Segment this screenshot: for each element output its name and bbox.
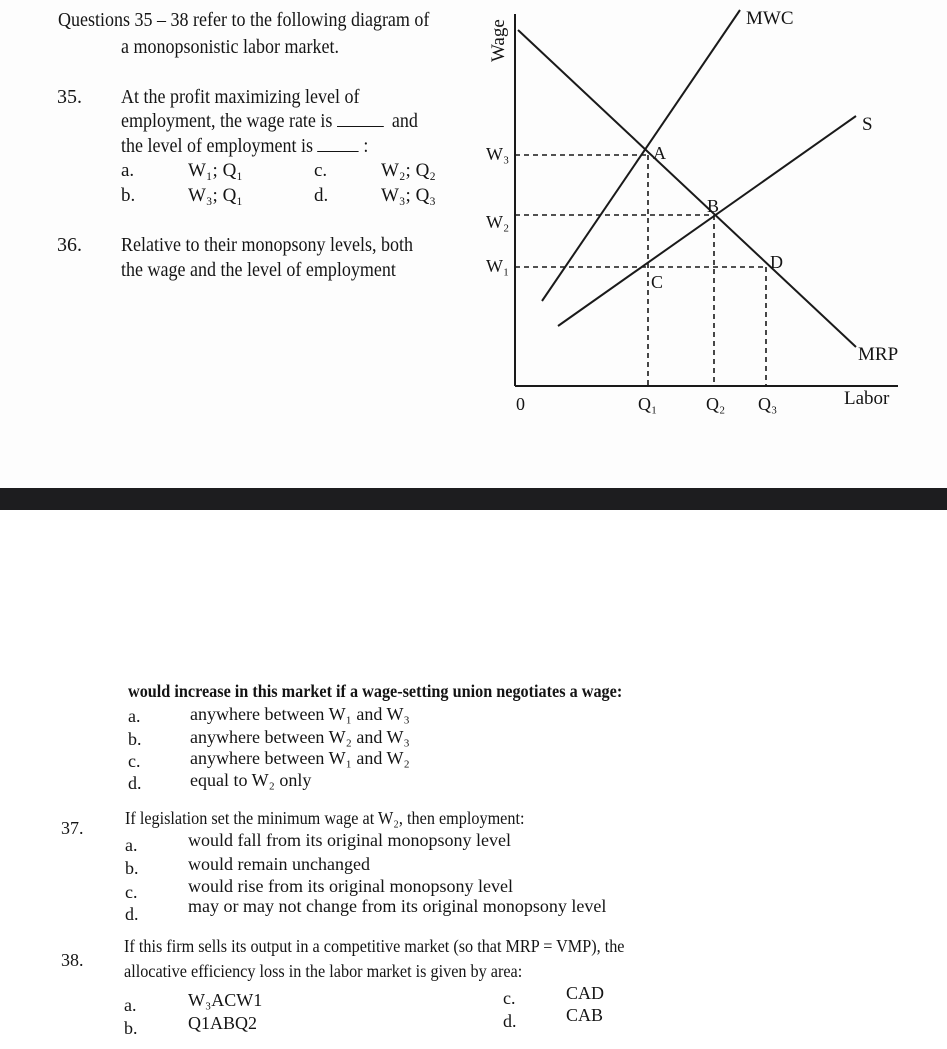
- question-35-line-2: [121, 110, 418, 133]
- question-38-line-1: If this firm sells its output in a competitive market (so that MRP = VMP), the: [124, 936, 625, 956]
- question-number: 36.: [57, 234, 82, 256]
- option-letter: d.: [128, 773, 142, 793]
- question-36-line-2: the wage and the level of employment: [121, 259, 396, 281]
- option-letter: d.: [503, 1011, 517, 1031]
- option-text: may or may not change from its original monopsony level: [188, 896, 607, 916]
- mrp-curve: [518, 30, 856, 347]
- option-text: CAB: [566, 1005, 604, 1025]
- question-35-line-2-text: employment, the wage rate is: [121, 110, 333, 132]
- point-c-label: C: [651, 272, 664, 292]
- supply-label: S: [862, 114, 873, 135]
- option-letter: a.: [125, 835, 138, 855]
- question-36-continuation: would increase in this market if a wage-setting union negotiates a wage:: [128, 681, 623, 701]
- question-35-line-3: [121, 135, 368, 158]
- option-text: anywhere between W₁ and W₂: [190, 748, 410, 768]
- question-35-colon: :: [363, 135, 369, 157]
- option-letter: d.: [314, 185, 329, 206]
- option-letter: a.: [128, 706, 141, 726]
- option-letter: c.: [314, 160, 328, 181]
- option-letter: b.: [125, 858, 139, 878]
- q3-label: Q₃: [758, 394, 778, 414]
- monopsony-diagram: [478, 0, 938, 420]
- question-number: 38.: [61, 950, 84, 970]
- option-text: W₂; Q₂: [381, 160, 436, 181]
- option-text: W₃; Q₁: [188, 185, 243, 206]
- option-text: Q1ABQ2: [188, 1013, 258, 1033]
- q1-label: Q₁: [638, 394, 658, 414]
- option-text: anywhere between W₁ and W₃: [190, 704, 410, 724]
- y-axis-label: Wage: [488, 19, 509, 62]
- option-letter: c.: [128, 751, 141, 771]
- option-text: would rise from its original monopsony level: [188, 876, 513, 896]
- question-number: 35.: [57, 86, 82, 108]
- option-text: W₃; Q₃: [381, 185, 436, 206]
- q2-label: Q₂: [706, 394, 726, 414]
- supply-curve: [558, 116, 856, 326]
- option-letter: c.: [503, 988, 516, 1008]
- option-letter: b.: [128, 729, 142, 749]
- option-text: anywhere between W₂ and W₃: [190, 727, 410, 747]
- intro-line-2: a monopsonistic labor market.: [121, 36, 339, 58]
- origin-label: 0: [516, 394, 525, 414]
- question-36-line-1: Relative to their monopsony levels, both: [121, 234, 413, 256]
- answer-blank: [317, 151, 358, 152]
- option-letter: a.: [124, 995, 137, 1015]
- option-text: CAD: [566, 983, 605, 1003]
- question-number: 37.: [61, 818, 84, 838]
- option-text: would remain unchanged: [188, 854, 370, 874]
- point-a-label: A: [653, 143, 666, 163]
- w3-label: W₃: [486, 144, 510, 164]
- question-38-line-2: allocative efficiency loss in the labor market is given by area:: [124, 961, 523, 981]
- answer-blank: [337, 126, 384, 127]
- point-d-label: D: [770, 252, 783, 272]
- option-letter: c.: [125, 882, 138, 902]
- question-35-line-3-text: the level of employment is: [121, 135, 313, 157]
- question-37-line-1: If legislation set the minimum wage at W₂, then employment:: [125, 808, 525, 828]
- option-text: equal to W₂ only: [190, 770, 312, 790]
- w1-label: W₁: [486, 256, 510, 276]
- intro-line-1: Questions 35 – 38 refer to the following diagram of: [58, 9, 430, 31]
- option-text: W₃ACW1: [188, 990, 263, 1010]
- option-text: W₁; Q₁: [188, 160, 243, 181]
- option-letter: b.: [124, 1018, 138, 1038]
- x-axis-label: Labor: [844, 388, 890, 409]
- question-35-and: and: [391, 110, 418, 132]
- option-text: would fall from its original monopsony level: [188, 830, 511, 850]
- option-letter: a.: [121, 160, 135, 181]
- mrp-label: MRP: [858, 344, 899, 365]
- option-letter: d.: [125, 904, 139, 924]
- question-35-line-1: At the profit maximizing level of: [121, 86, 360, 108]
- option-letter: b.: [121, 185, 136, 206]
- page-divider-bar: [0, 488, 947, 510]
- mwc-label: MWC: [746, 8, 794, 29]
- w2-label: W₂: [486, 212, 510, 232]
- point-b-label: B: [707, 196, 720, 216]
